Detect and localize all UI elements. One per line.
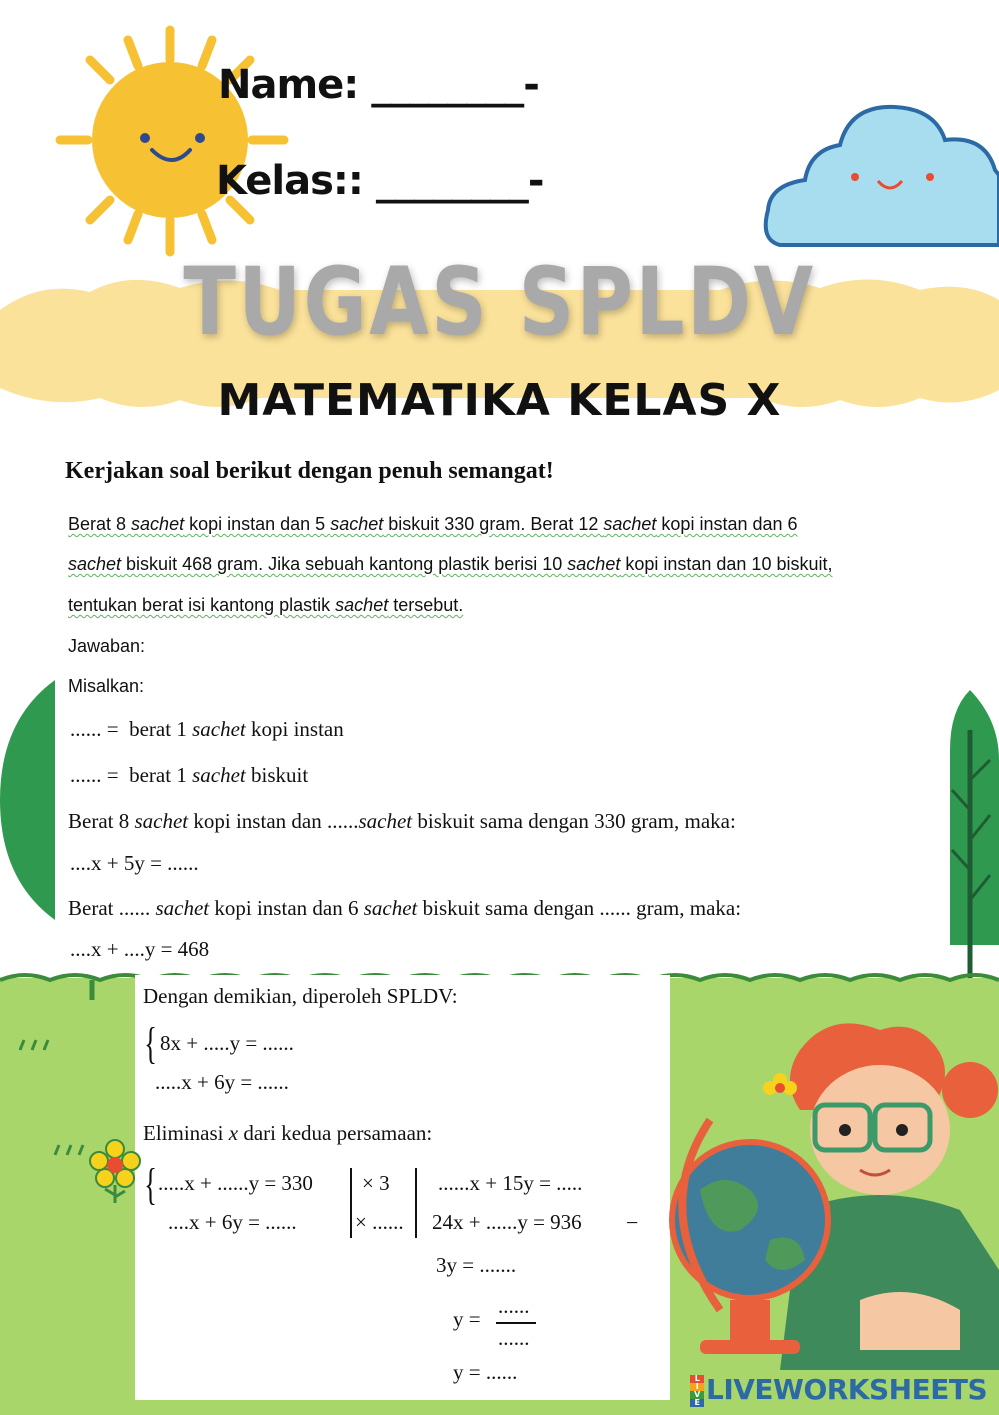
result-y-lhs: y = xyxy=(453,1307,481,1331)
spldv-label: Dengan demikian, diperoleh SPLDV: xyxy=(143,984,458,1008)
class-field-label: Kelas:: ________- xyxy=(216,158,544,204)
result-numerator[interactable]: ...... xyxy=(498,1294,530,1318)
elimination-row-1-left[interactable]: .....x + ......y = 330 xyxy=(158,1171,313,1195)
elimination-row-2-right[interactable]: 24x + ......y = 936 xyxy=(432,1210,582,1234)
liveworksheets-logo: L I V E LIVEWORKSHEETS xyxy=(690,1373,987,1407)
variable-definition-1: ...... = berat 1 sachet kopi instan xyxy=(70,717,344,741)
problem-line-2: sachet biskuit 468 gram. Jika sebuah kantong plastik berisi 10 sachet kopi instan dan 10 biskuit, xyxy=(68,554,833,574)
problem-line-3: tentukan berat isi kantong plastik sachet tersebut. xyxy=(68,595,464,615)
result-denominator[interactable]: ...... xyxy=(498,1326,530,1350)
smiling-cloud-icon xyxy=(760,95,999,265)
answer-label: Jawaban: xyxy=(68,636,146,656)
divider-bar xyxy=(415,1168,417,1238)
equation-2[interactable]: ....x + ....y = 468 xyxy=(70,937,210,961)
live-badge-icon: L I V E xyxy=(690,1375,704,1407)
system-brace: { xyxy=(144,1019,157,1068)
flower-icon xyxy=(85,1135,145,1205)
let-label: Misalkan: xyxy=(68,676,145,696)
multiplier-1: × 3 xyxy=(362,1171,390,1195)
elimination-label: Eliminasi x dari kedua persamaan: xyxy=(143,1121,433,1145)
system-row-1[interactable]: 8x + .....y = ...... xyxy=(160,1031,294,1055)
instruction-text: Kerjakan soal berikut dengan penuh semangat! xyxy=(65,458,554,484)
subtraction-sign: − xyxy=(626,1210,639,1235)
problem-line-1: Berat 8 sachet kopi instan dan 5 sachet biskuit 330 gram. Berat 12 sachet kopi instan dan 6 xyxy=(68,514,798,534)
elimination-brace: { xyxy=(144,1160,157,1209)
multiplier-2[interactable]: × ...... xyxy=(355,1210,404,1234)
result-y-final[interactable]: y = ...... xyxy=(453,1360,518,1384)
worksheet-title: TUGAS SPLDV xyxy=(183,248,816,357)
equation-1[interactable]: ....x + 5y = ...... xyxy=(70,851,199,875)
fraction-bar xyxy=(496,1322,536,1324)
elimination-row-1-right[interactable]: ......x + 15y = ..... xyxy=(438,1171,583,1195)
divider-bar xyxy=(350,1168,352,1238)
smiling-sun-icon xyxy=(40,20,300,260)
system-row-2[interactable]: .....x + 6y = ...... xyxy=(155,1070,289,1094)
worksheet-subtitle: MATEMATIKA KELAS X xyxy=(217,375,782,426)
name-field-label: Name: ________- xyxy=(218,62,539,108)
variable-blank-2[interactable]: ...... = xyxy=(70,763,119,787)
variable-blank-1[interactable]: ...... = xyxy=(70,717,119,741)
elimination-row-2-left[interactable]: ....x + 6y = ...... xyxy=(168,1210,297,1234)
leaf-decoration xyxy=(0,680,60,920)
girl-with-globe-illustration xyxy=(630,1010,999,1370)
variable-definition-2: ...... = berat 1 sachet biskuit xyxy=(70,763,309,787)
statement-2: Berat ...... sachet kopi instan dan 6 sachet biskuit sama dengan ...... gram, maka: xyxy=(68,896,742,920)
statement-1: Berat 8 sachet kopi instan dan ......sachet biskuit sama dengan 330 gram, maka: xyxy=(68,809,736,833)
result-3y[interactable]: 3y = ....... xyxy=(436,1253,517,1277)
